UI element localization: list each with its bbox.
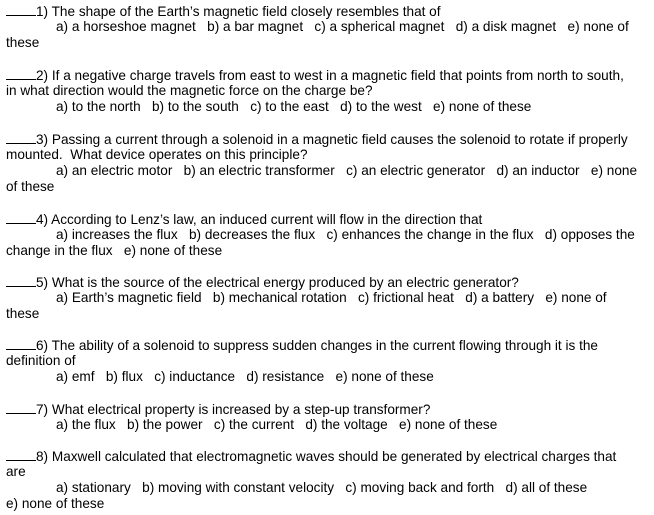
question-8-options-cont: e) none of these bbox=[6, 496, 105, 511]
question-1-options-cont: these bbox=[6, 35, 40, 50]
question-5-options-cont: these bbox=[6, 306, 40, 321]
question-5-options: a) Earth’s magnetic field b) mechanical rotation c) frictional heat d) a battery e) none of bbox=[56, 290, 607, 305]
question-8-options: a) stationary b) moving with constant velocity c) moving back and forth d) all of these bbox=[56, 480, 588, 495]
answer-blank[interactable] bbox=[6, 337, 36, 350]
answer-blank[interactable] bbox=[6, 67, 36, 80]
answer-blank[interactable] bbox=[6, 274, 36, 287]
question-3-stem: 3) Passing a current through a solenoid in a magnetic field causes the solenoid to rotate if properly bbox=[6, 131, 628, 148]
question-5-stem: 5) What is the source of the electrical energy produced by an electric generator? bbox=[6, 274, 519, 291]
question-4-options-cont: change in the flux e) none of these bbox=[6, 243, 223, 258]
question-3-stem-cont: mounted. What device operates on this principle? bbox=[6, 147, 308, 162]
question-2-stem-cont: in what direction would the magnetic force on the charge be? bbox=[6, 83, 373, 98]
answer-blank[interactable] bbox=[6, 401, 36, 414]
question-7-stem: 7) What electrical property is increased by a step-up transformer? bbox=[6, 401, 430, 418]
question-2-stem: 2) If a negative charge travels from east to west in a magnetic field that points from north to south, bbox=[6, 67, 624, 84]
answer-blank[interactable] bbox=[6, 3, 36, 16]
question-6-stem: 6) The ability of a solenoid to suppress sudden changes in the current flowing through it is the bbox=[6, 337, 598, 354]
answer-blank[interactable] bbox=[6, 211, 36, 224]
answer-blank[interactable] bbox=[6, 448, 36, 461]
question-8-stem-cont: are bbox=[6, 464, 26, 479]
question-1-options: a) a horseshoe magnet b) a bar magnet c) a spherical magnet d) a disk magnet e) none of bbox=[56, 19, 629, 34]
question-6-options: a) emf b) flux c) inductance d) resistance e) none of these bbox=[56, 369, 434, 384]
question-7-options: a) the flux b) the power c) the current d) the voltage e) none of these bbox=[56, 417, 498, 432]
question-1-stem: 1) The shape of the Earth’s magnetic field closely resembles that of bbox=[6, 3, 441, 20]
question-8-stem: 8) Maxwell calculated that electromagnetic waves should be generated by electrical charges that bbox=[6, 448, 616, 465]
question-4-stem: 4) According to Lenz’s law, an induced current will flow in the direction that bbox=[6, 211, 482, 228]
question-4-options: a) increases the flux b) decreases the flux c) enhances the change in the flux d) opposes the bbox=[56, 227, 635, 242]
question-3-options-cont: of these bbox=[6, 179, 55, 194]
question-6-stem-cont: definition of bbox=[6, 353, 76, 368]
question-3-options: a) an electric motor b) an electric transformer c) an electric generator d) an inductor e) none bbox=[56, 163, 638, 178]
answer-blank[interactable] bbox=[6, 131, 36, 144]
question-2-options: a) to the north b) to the south c) to the east d) to the west e) none of these bbox=[56, 99, 532, 114]
